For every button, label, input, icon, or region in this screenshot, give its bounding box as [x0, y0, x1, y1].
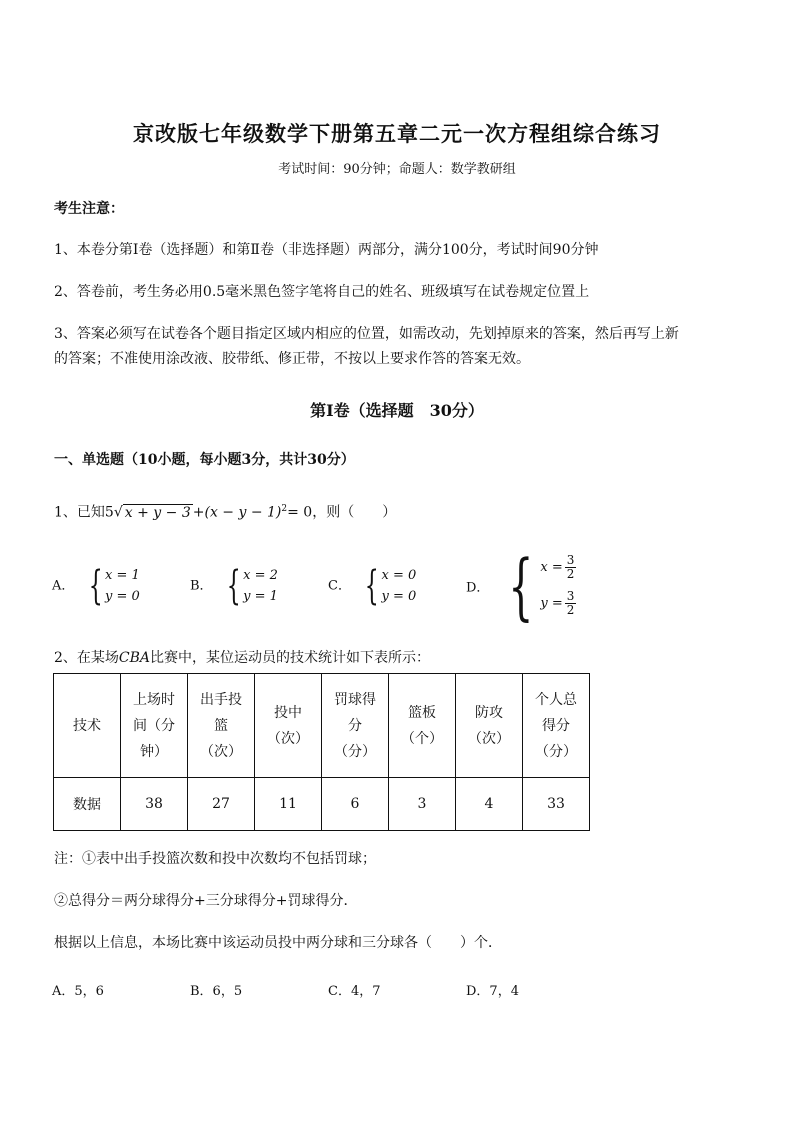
q2-option-b[interactable]: B．6，5: [190, 984, 243, 999]
q1-option-a[interactable]: [52, 565, 140, 607]
table-cell: 33: [523, 778, 590, 831]
brace-icon: {: [364, 563, 379, 609]
table-header-cell: 防攻 （次）: [456, 674, 523, 778]
q1-eq-zero: = 0: [287, 504, 313, 521]
q2-option-d[interactable]: D．7，4: [466, 984, 519, 999]
eq-line-2: y = 0: [381, 589, 417, 604]
equation-system: [221, 565, 278, 607]
table-header-cell: 上场时 间（分 钟）: [121, 674, 188, 778]
q2-option-c[interactable]: C．4，7: [328, 984, 381, 999]
q2-stem-prefix: 2、在某场: [54, 650, 119, 666]
q2-question: 根据以上信息，本场比赛中该运动员投中两分球和三分球各（ ）个．: [54, 935, 502, 951]
table-cell: 38: [121, 778, 188, 831]
eq-var: y =: [540, 596, 563, 611]
table-cell: 11: [255, 778, 322, 831]
eq-line-2: [540, 586, 576, 622]
q1-plus: +: [192, 504, 205, 521]
brace-icon: {: [88, 563, 103, 609]
q2-note-1: 注：①表中出手投篮次数和投中次数均不包括罚球；: [54, 851, 376, 867]
numerator: 3: [566, 553, 575, 567]
q1-suffix: ，则（ ）: [312, 504, 397, 521]
table-cell: 27: [188, 778, 255, 831]
sqrt-symbol: √: [113, 504, 123, 521]
option-label: C．: [328, 578, 351, 594]
table-cell: 4: [456, 778, 523, 831]
table-row: [54, 778, 590, 831]
q2-option-a[interactable]: A．5，6: [52, 984, 104, 999]
eq-line-2: y = 1: [243, 589, 278, 604]
q1-paren: (x − y − 1): [204, 504, 282, 521]
table-cell: 6: [322, 778, 389, 831]
table-cell: 3: [389, 778, 456, 831]
q1-prefix: 1、已知: [54, 504, 105, 521]
equation-system: [498, 544, 577, 628]
q2-stem-suffix: 比赛中，某位运动员的技术统计如下表所示：: [150, 650, 431, 666]
fraction: [565, 590, 577, 617]
equation-system: [83, 565, 140, 607]
option-label: A．: [52, 578, 75, 594]
eq-line-2: y = 0: [104, 589, 140, 604]
part-heading: 一、单选题（10小题，每小题3分，共计30分）: [54, 452, 355, 468]
table-header-cell: 技术: [54, 674, 121, 778]
denominator: 2: [566, 567, 575, 581]
q2-stem-cba: CBA: [118, 650, 151, 666]
eq-line-1: x = 0: [381, 568, 417, 583]
eq-var: x =: [540, 560, 563, 575]
table-header-cell: 罚球得 分 （分）: [322, 674, 389, 778]
q1-exponent: 2: [281, 504, 288, 514]
section-title: 第Ⅰ卷（选择题 30分）: [310, 401, 484, 420]
numerator: 3: [566, 589, 575, 603]
q2-note-2: ②总得分＝两分球得分+三分球得分+罚球得分．: [54, 893, 358, 909]
equation-system: [359, 565, 416, 607]
eq-line-1: x = 1: [104, 568, 140, 583]
eq-line-1: x = 2: [243, 568, 278, 583]
table-row-label: 数据: [54, 778, 121, 831]
table-header-cell: 投中 （次）: [255, 674, 322, 778]
notice-item-1: 1、本卷分第Ⅰ卷（选择题）和第Ⅱ卷（非选择题）两部分，满分100分，考试时间90分钟: [54, 242, 599, 258]
q1-radicand: x + y − 3: [124, 504, 191, 521]
table-header-cell: 个人总 得分 （分）: [523, 674, 590, 778]
q1-coef: 5: [104, 504, 114, 521]
q1-option-b[interactable]: [190, 565, 278, 607]
question-1-stem: [54, 496, 396, 527]
fraction: [565, 554, 577, 581]
brace-icon: {: [507, 544, 534, 628]
option-label: D．: [466, 580, 490, 596]
q1-option-d[interactable]: [466, 544, 576, 628]
page-title: 京改版七年级数学下册第五章二元一次方程组综合练习: [133, 121, 661, 146]
brace-icon: {: [226, 563, 241, 609]
stats-table: [53, 673, 590, 831]
notice-heading: 考生注意：: [54, 201, 124, 217]
table-header-cell: 出手投 篮 （次）: [188, 674, 255, 778]
table-header-row: [54, 674, 590, 778]
q1-option-c[interactable]: [328, 565, 416, 607]
notice-item-3-cont: 的答案；不准使用涂改液、胶带纸、修正带，不按以上要求作答的答案无效。: [54, 351, 530, 367]
eq-line-1: [540, 550, 576, 586]
question-2-stem: [54, 645, 430, 672]
denominator: 2: [566, 603, 575, 617]
table-header-cell: 篮板 （个）: [389, 674, 456, 778]
notice-item-2: 2、答卷前，考生务必用0.5毫米黑色签字笔将自己的姓名、班级填写在试卷规定位置上: [54, 284, 590, 300]
notice-item-3: 3、答案必须写在试卷各个题目指定区域内相应的位置，如需改动，先划掉原来的答案，然后再写上新: [54, 326, 679, 342]
option-label: B．: [190, 578, 213, 594]
exam-info: 考试时间：90分钟；命题人：数学教研组: [278, 162, 516, 177]
